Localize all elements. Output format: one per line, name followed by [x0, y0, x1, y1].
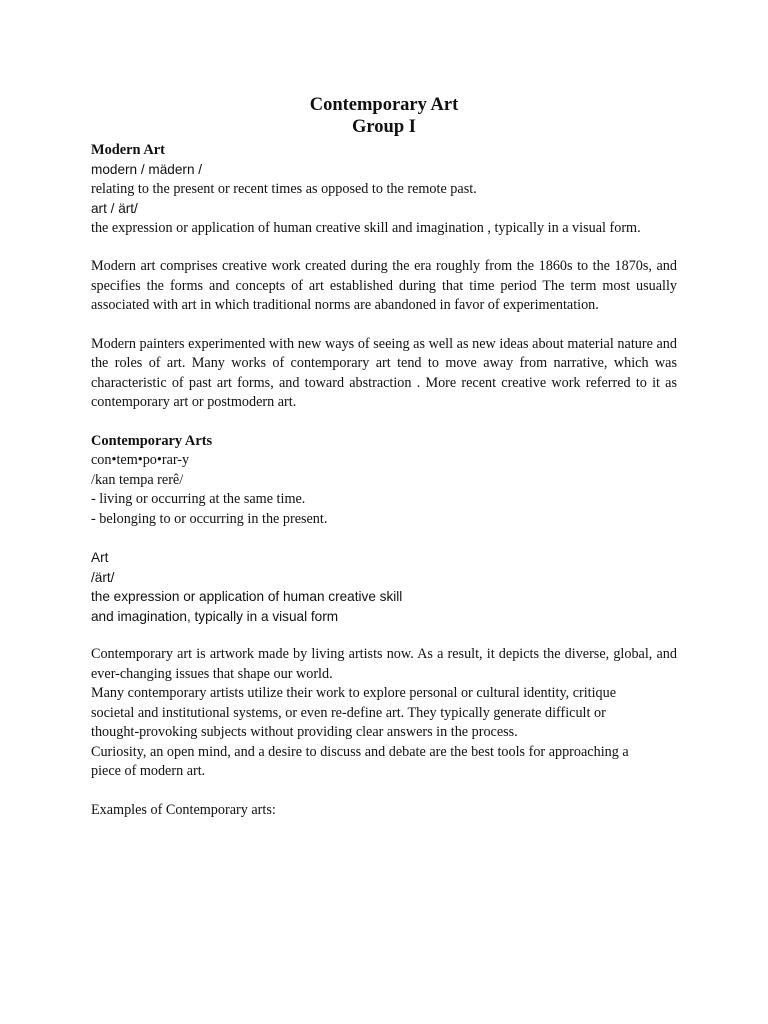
- contemporary-art-paragraph-2b: societal and institutional systems, or even re-define art. They typically generate difficult or: [91, 704, 606, 721]
- modern-definition: relating to the present or recent times as opposed to the remote past.: [91, 180, 477, 197]
- contemporary-arts-heading: Contemporary Arts: [91, 433, 213, 450]
- contemporary-syllables: con•tem•po•rar-y: [91, 452, 190, 469]
- contemporary-art-paragraph-2c: thought-provoking subjects without providing clear answers in the process.: [91, 724, 518, 741]
- spacer: [91, 781, 677, 800]
- modern-art-paragraph-1: Modern art comprises creative work created during the era roughly from the 1860s to the 1870s, and specifies the forms and concepts of art established during that time period The term most usually associated with art in which traditional norms are abandoned in favor of experimentation.: [91, 258, 677, 314]
- contemporary-art-paragraph-1: Contemporary art is artwork made by living artists now. As a result, it depicts the diverse, global, and ever-changing issues that shape our world.: [91, 646, 677, 682]
- contemporary-definition-1: - living or occurring at the same time.: [91, 491, 306, 508]
- contemporary-pronunciation: /kan tempa rerê/: [91, 471, 184, 488]
- art-word: Art: [91, 550, 109, 566]
- contemporary-art-paragraph-3b: piece of modern art.: [91, 762, 206, 779]
- art-word-pronunciation: /ärt/: [91, 569, 115, 585]
- document-subtitle: Group I: [352, 117, 416, 137]
- spacer: [91, 316, 677, 335]
- art-definition-line-2: and imagination, typically in a visual form: [91, 608, 339, 624]
- art-definition: the expression or application of human creative skill and imagination , typically in a visual form.: [91, 219, 641, 236]
- contemporary-art-paragraph-2a: Many contemporary artists utilize their work to explore personal or cultural identity, critique: [91, 685, 617, 702]
- contemporary-art-paragraph-3a: Curiosity, an open mind, and a desire to discuss and debate are the best tools for approaching a: [91, 743, 629, 760]
- spacer: [91, 626, 677, 645]
- modern-art-paragraph-2: Modern painters experimented with new ways of seeing as well as new ideas about material nature and the roles of art. Many works of contemporary art tend to move away from narrative, which was characteristic of past art forms, and toward abstraction . More recent creative work referred to it as contemporary art or postmodern art.: [91, 336, 677, 411]
- document-title: Contemporary Art: [309, 95, 459, 115]
- examples-heading: Examples of Contemporary arts:: [91, 801, 276, 818]
- art-definition-line-1: the expression or application of human creative skill: [91, 589, 403, 605]
- spacer: [91, 413, 677, 432]
- document-body: [91, 94, 677, 820]
- modern-pronunciation: modern / mädern /: [91, 162, 203, 178]
- modern-art-heading: Modern Art: [91, 142, 165, 158]
- art-pronunciation: art / ärt/: [91, 201, 138, 217]
- spacer: [91, 238, 677, 257]
- spacer: [91, 529, 677, 548]
- contemporary-definition-2: - belonging to or occurring in the present.: [91, 510, 328, 527]
